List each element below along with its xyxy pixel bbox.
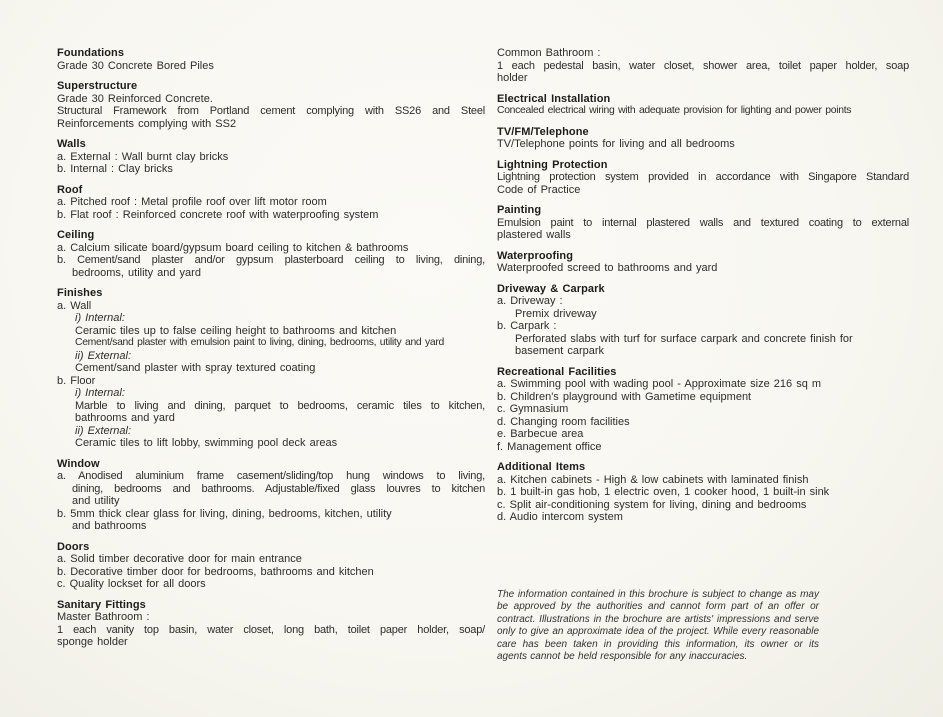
spec-line: sponge holder	[57, 636, 128, 648]
spec-section	[57, 287, 485, 450]
spec-line: 1 each pedestal basin, water closet, shower area, toilet paper holder, soap	[497, 59, 909, 72]
spec-line: b. Floor	[57, 374, 96, 387]
spec-line: Perforated slabs with turf for surface carpark and concrete finish for	[515, 332, 853, 345]
section-heading: Superstructure	[57, 80, 138, 92]
spec-section	[57, 184, 485, 222]
spec-section	[57, 80, 485, 130]
section-heading: Doors	[57, 540, 90, 553]
spec-section	[57, 541, 485, 591]
spec-line: Lightning protection system provided in accordance with Singapore Standard	[497, 171, 909, 183]
spec-line: Reinforcements complying with SS2	[57, 117, 237, 130]
spec-line: Emulsion paint to internal plastered walls and textured coating to external	[497, 216, 909, 229]
spec-line: Grade 30 Reinforced Concrete.	[57, 92, 213, 105]
spec-line: Marble to living and dining, parquet to bedrooms, ceramic tiles to kitchen,	[75, 399, 485, 412]
section-heading: TV/FM/Telephone	[497, 125, 589, 138]
spec-line: Structural Framework from Portland cement complying with SS26 and Steel	[57, 105, 485, 117]
spec-line: b. Children's playground with Gametime equipment	[497, 390, 752, 403]
spec-line: b. 5mm thick clear glass for living, dining, bedrooms, kitchen, utility	[57, 507, 392, 520]
spec-line: c. Quality lockset for all doors	[57, 578, 206, 590]
section-heading: Finishes	[57, 287, 103, 299]
spec-section	[497, 126, 909, 151]
spec-line: basement carpark	[515, 345, 605, 357]
spec-line: b. Carpark :	[497, 320, 557, 332]
spec-line: bedrooms, utility and yard	[72, 266, 201, 279]
spec-line: b. 1 built-in gas hob, 1 electric oven, 1 cooker hood, 1 built-in sink	[497, 486, 830, 498]
spec-line: c. Gymnasium	[497, 403, 569, 415]
spec-line: ii) External:	[75, 424, 132, 437]
spec-line: d. Audio intercom system	[497, 511, 623, 523]
spec-line: e. Barbecue area	[497, 428, 584, 440]
spec-line: bathrooms and yard	[75, 412, 175, 424]
spec-line: Ceramic tiles up to false ceiling height to bathrooms and kitchen	[75, 324, 397, 337]
spec-line: a. Wall	[57, 299, 92, 312]
spec-section	[497, 47, 909, 85]
spec-line: 1 each vanity top basin, water closet, long bath, toilet paper holder, soap/	[57, 623, 485, 636]
spec-section	[497, 283, 909, 358]
spec-line: a. Swimming pool with wading pool - Approximate size 216 sq m	[497, 378, 822, 390]
section-heading: Sanitary Fittings	[57, 598, 146, 611]
section-heading: Lightning Protection	[497, 158, 608, 171]
spec-line: i) Internal:	[75, 387, 125, 399]
section-heading: Recreational Facilities	[497, 365, 617, 378]
spec-section	[497, 159, 909, 197]
spec-line: d. Changing room facilities	[497, 415, 630, 428]
spec-line: a. Kitchen cabinets - High & low cabinets with laminated finish	[497, 473, 809, 486]
spec-section	[57, 229, 485, 279]
spec-line: a. Calcium silicate board/gypsum board ceiling to kitchen & bathrooms	[57, 241, 409, 254]
section-heading: Foundations	[57, 47, 125, 59]
spec-line: a. Anodised aluminium frame casement/sliding/top hung windows to living,	[57, 470, 485, 482]
spec-line: Waterproofed screed to bathrooms and yard	[497, 262, 718, 274]
spec-line: a. Pitched roof : Metal profile roof over lift motor room	[57, 196, 327, 208]
spec-line: a. Driveway :	[497, 295, 563, 307]
spec-line: Code of Practice	[497, 183, 581, 196]
spec-column-left	[57, 47, 485, 657]
spec-line: b. Flat roof : Reinforced concrete roof with waterproofing system	[57, 208, 379, 221]
spec-line: ii) External:	[75, 349, 132, 362]
spec-section	[497, 461, 909, 524]
spec-section	[57, 599, 485, 649]
spec-line: i) Internal:	[75, 312, 125, 324]
section-heading: Painting	[497, 204, 542, 216]
spec-section	[497, 366, 909, 454]
section-heading: Electrical Installation	[497, 92, 611, 105]
spec-line: dining, bedrooms and bathrooms. Adjustable/fixed glass louvres to kitchen	[72, 482, 485, 495]
spec-section	[497, 93, 909, 118]
spec-line: b. Decorative timber door for bedrooms, bathrooms and kitchen	[57, 565, 374, 578]
spec-line: Grade 30 Concrete Bored Piles	[57, 59, 214, 72]
spec-section	[57, 138, 485, 176]
spec-section	[497, 204, 909, 242]
spec-line: Master Bathroom :	[57, 611, 150, 623]
spec-line: c. Split air-conditioning system for living, dining and bedrooms	[497, 498, 807, 511]
section-heading: Window	[57, 457, 100, 470]
spec-line: b. Cement/sand plaster and/or gypsum plasterboard ceiling to living, dining,	[57, 254, 485, 266]
spec-line: f. Management office	[497, 440, 602, 453]
spec-line: Ceramic tiles to lift lobby, swimming pool deck areas	[75, 437, 338, 449]
spec-line: holder	[497, 72, 528, 84]
spec-column-right	[497, 47, 909, 532]
spec-section	[57, 458, 485, 533]
spec-line: Common Bathroom :	[497, 47, 601, 59]
spec-line: TV/Telephone points for living and all bedrooms	[497, 138, 735, 150]
spec-section	[57, 47, 485, 72]
section-heading: Walls	[57, 138, 86, 150]
spec-line: Concealed electrical wiring with adequate provision for lighting and power points	[497, 105, 852, 116]
spec-line: and bathrooms	[72, 520, 147, 532]
section-heading: Driveway & Carpark	[497, 282, 605, 295]
section-heading: Waterproofing	[497, 249, 574, 262]
disclaimer-text: The information contained in this brochure is subject to change as may be approved by the authorities and cannot form part of an offer or contract. Illustrations in the brochure are artists' impressions and serve only to give an approximate idea of the project. While every reasonable care has been taken in providing this information, its owner or its agents cannot be held responsible for any inaccuracies.	[497, 589, 819, 663]
spec-line: plastered walls	[497, 229, 571, 241]
section-heading: Ceiling	[57, 229, 95, 241]
spec-line: a. Solid timber decorative door for main entrance	[57, 553, 302, 565]
spec-line: Cement/sand plaster with emulsion paint to living, dining, bedrooms, utility and yard	[75, 337, 445, 348]
spec-line: b. Internal : Clay bricks	[57, 163, 173, 175]
spec-line: a. External : Wall burnt clay bricks	[57, 150, 229, 163]
section-heading: Roof	[57, 183, 83, 196]
spec-section	[497, 250, 909, 275]
spec-line: Cement/sand plaster with spray textured coating	[75, 362, 316, 374]
section-heading: Additional Items	[497, 461, 586, 473]
spec-line: and utility	[72, 495, 120, 507]
spec-line: Premix driveway	[515, 307, 597, 320]
